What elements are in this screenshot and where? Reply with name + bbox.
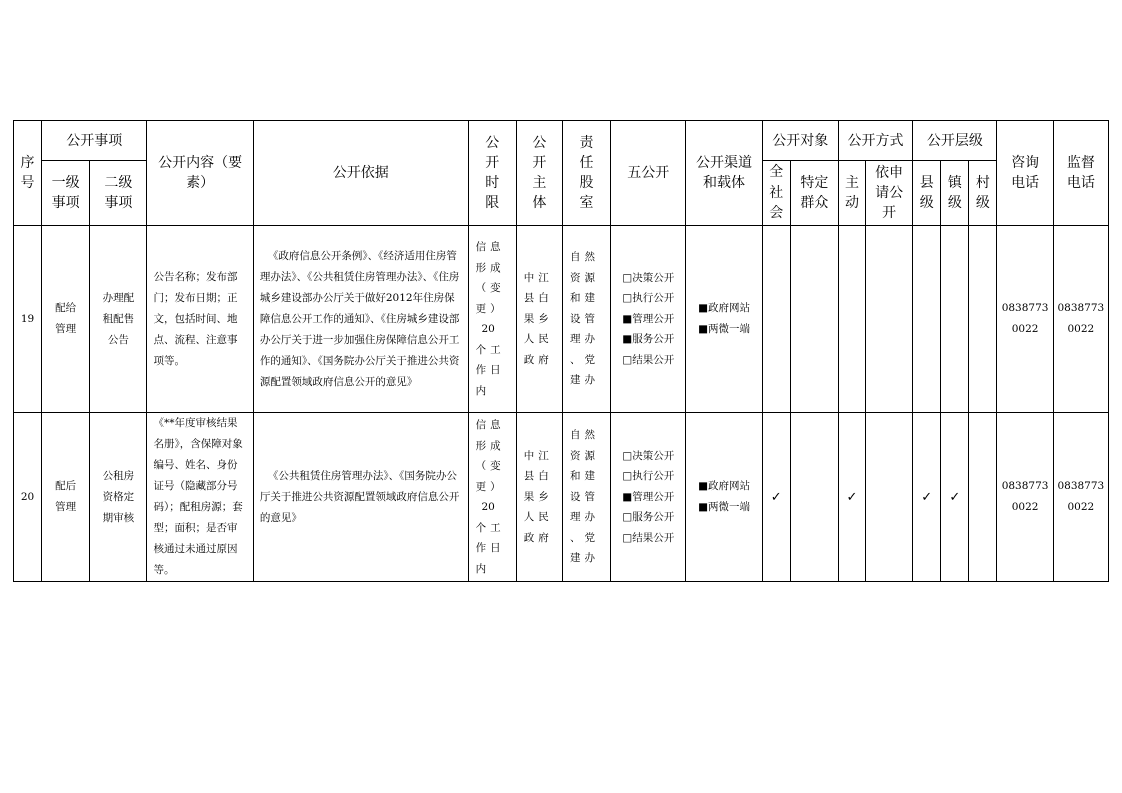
row-basis: 《公共租赁住房管理办法》、《国务院办公厅关于推进公共资源配置领域政府信息公开的意见》	[253, 413, 468, 582]
list-line: □结果公开	[622, 353, 675, 366]
list-line: ■两微一端	[698, 322, 750, 335]
list-line: ■两微一端	[698, 500, 750, 513]
row-level-town	[941, 226, 969, 413]
row-seq: 19	[14, 226, 42, 413]
row-five-open-list	[622, 446, 674, 549]
row-dept	[562, 226, 610, 413]
list-line: 县	[919, 174, 934, 191]
header-seq-text	[14, 153, 41, 194]
header-subject: 公开主体	[516, 121, 562, 226]
table-row	[14, 413, 1109, 582]
row-method-request	[866, 413, 913, 582]
row-subject	[516, 226, 562, 413]
row-time-limit-text: 信 息 形 成 （ 变 更 ） 20 个 工 作 日 内	[475, 241, 501, 397]
header-level-village-text	[969, 173, 996, 214]
header-level-town-text	[941, 173, 968, 214]
header-method-request: 依申请公开	[866, 161, 913, 226]
row-target-all	[762, 226, 790, 413]
phone-line: 0838773	[1057, 480, 1105, 492]
header-method-active-text	[839, 173, 865, 214]
list-line: □决策公开	[622, 271, 675, 284]
phone-line: 0022	[1067, 323, 1095, 335]
row-time-limit-text: 信 息 形 成 （ 变 更 ） 20 个 工 作 日 内	[475, 419, 501, 575]
table-row	[14, 226, 1109, 413]
list-line: ■服务公开	[622, 333, 675, 345]
header-content: 公开内容（要素）	[147, 121, 253, 226]
list-line: □结果公开	[622, 531, 675, 544]
row-five-open	[611, 226, 686, 413]
list-line: 级	[919, 195, 934, 211]
row-level2: 办理配租配售公告	[90, 226, 147, 413]
row-seq: 20	[14, 413, 42, 582]
row-supervise-phone	[1053, 226, 1108, 413]
list-line: 级	[975, 195, 990, 211]
row-subject	[516, 413, 562, 582]
phone-line: 0022	[1067, 501, 1095, 513]
list-line: □执行公开	[622, 470, 675, 482]
header-row-1	[14, 121, 1109, 161]
row-five-open-list	[622, 268, 674, 371]
phone-line: 0838773	[1057, 302, 1105, 314]
list-line: 级	[947, 195, 962, 211]
row-dept-text: 自 然 资 源 和 建 设 管 理 办 、 党 建 办	[569, 429, 595, 565]
header-channel: 公开渠道和载体	[686, 121, 762, 226]
header-time-limit: 公开时限	[468, 121, 516, 226]
header-level1: 一级事项	[42, 161, 90, 226]
header-items-group: 公开事项	[42, 121, 147, 161]
row-time-limit	[468, 413, 516, 582]
row-channel-list	[698, 476, 750, 517]
list-line: 动	[844, 195, 859, 211]
header-level-town	[941, 161, 969, 226]
header-supervise: 监督电话	[1053, 121, 1108, 226]
row-time-limit	[468, 226, 516, 413]
list-line: 主	[844, 174, 859, 191]
row-content: 公告名称；发布部门；发布日期；正文，包括时间、地点、流程、注意事项等。	[147, 226, 253, 413]
header-level2: 二级事项	[90, 161, 147, 226]
header-target-specific: 特定群众	[790, 161, 838, 226]
row-level-county: ✓	[913, 413, 941, 582]
phone-line: 0838773	[1001, 302, 1049, 314]
list-line: □服务公开	[622, 511, 675, 523]
list-line: ■管理公开	[622, 490, 675, 503]
header-basis: 公开依据	[253, 121, 468, 226]
row-dept	[562, 413, 610, 582]
list-line: 序	[20, 154, 35, 171]
row-subject-text: 中 江 县 白 果 乡 人 民 政 府	[523, 449, 549, 544]
phone-line: 0022	[1011, 501, 1039, 513]
row-target-specific	[790, 413, 838, 582]
disclosure-table	[13, 120, 1109, 582]
row-supervise-phone	[1053, 413, 1108, 582]
row-level-county	[913, 226, 941, 413]
row-level1: 配后管理	[42, 413, 90, 582]
header-level-county	[913, 161, 941, 226]
header-method-active	[838, 161, 865, 226]
list-line: ■政府网站	[698, 480, 750, 493]
list-line: □决策公开	[622, 449, 675, 462]
row-level2: 公租房资格定期审核	[90, 413, 147, 582]
phone-line: 0838773	[1001, 480, 1049, 492]
header-target-group: 公开对象	[762, 121, 838, 161]
row-subject-text: 中 江 县 白 果 乡 人 民 政 府	[523, 271, 549, 366]
header-level-village	[969, 161, 997, 226]
header-target-all-text	[763, 162, 790, 224]
header-target-all	[762, 161, 790, 226]
list-line: 号	[20, 175, 35, 191]
row-content: 《**年度审核结果名册》，含保障对象编号、姓名、身份证号（隐藏部分号码）；配租房源；套型；面积；是否审核通过未通过原因等。	[147, 413, 253, 582]
header-consult: 咨询电话	[997, 121, 1053, 226]
list-line: ■政府网站	[698, 302, 750, 315]
row-target-all: ✓	[762, 413, 790, 582]
list-line: □执行公开	[622, 292, 675, 304]
list-line: 村	[975, 174, 990, 191]
row-consult-phone	[997, 226, 1053, 413]
header-level-county-text	[913, 173, 940, 214]
list-line: 全	[769, 164, 784, 181]
row-five-open	[611, 413, 686, 582]
row-level-village	[969, 226, 997, 413]
row-level-town: ✓	[941, 413, 969, 582]
list-line: 镇	[947, 174, 962, 191]
row-channel-list	[698, 298, 750, 339]
row-level1: 配给管理	[42, 226, 90, 413]
list-line: ■管理公开	[622, 312, 675, 325]
row-channel	[686, 226, 762, 413]
header-method-group: 公开方式	[838, 121, 912, 161]
header-dept: 责任股室	[562, 121, 610, 226]
row-consult-phone	[997, 413, 1053, 582]
header-level-group: 公开层级	[913, 121, 997, 161]
phone-line: 0022	[1011, 323, 1039, 335]
row-method-active: ✓	[838, 413, 865, 582]
row-dept-text: 自 然 资 源 和 建 设 管 理 办 、 党 建 办	[569, 251, 595, 387]
header-five-open: 五公开	[611, 121, 686, 226]
row-target-specific	[790, 226, 838, 413]
row-method-request	[866, 226, 913, 413]
list-line: 会	[769, 205, 784, 222]
header-seq	[14, 121, 42, 226]
row-basis: 《政府信息公开条例》、《经济适用住房管理办法》、《公共租赁住房管理办法》、《住房城乡建设部办公厅关于做好2012年住房保障信息公开工作的通知》、《住房城乡建设部办公厅关于进一步加强住房保障信息公开工作的通知》、《国务院办公厅关于推进公共资源配置领域政府信息公开的意见》	[253, 226, 468, 413]
list-line: 社	[769, 184, 784, 201]
row-channel	[686, 413, 762, 582]
row-level-village	[969, 413, 997, 582]
row-method-active	[838, 226, 865, 413]
